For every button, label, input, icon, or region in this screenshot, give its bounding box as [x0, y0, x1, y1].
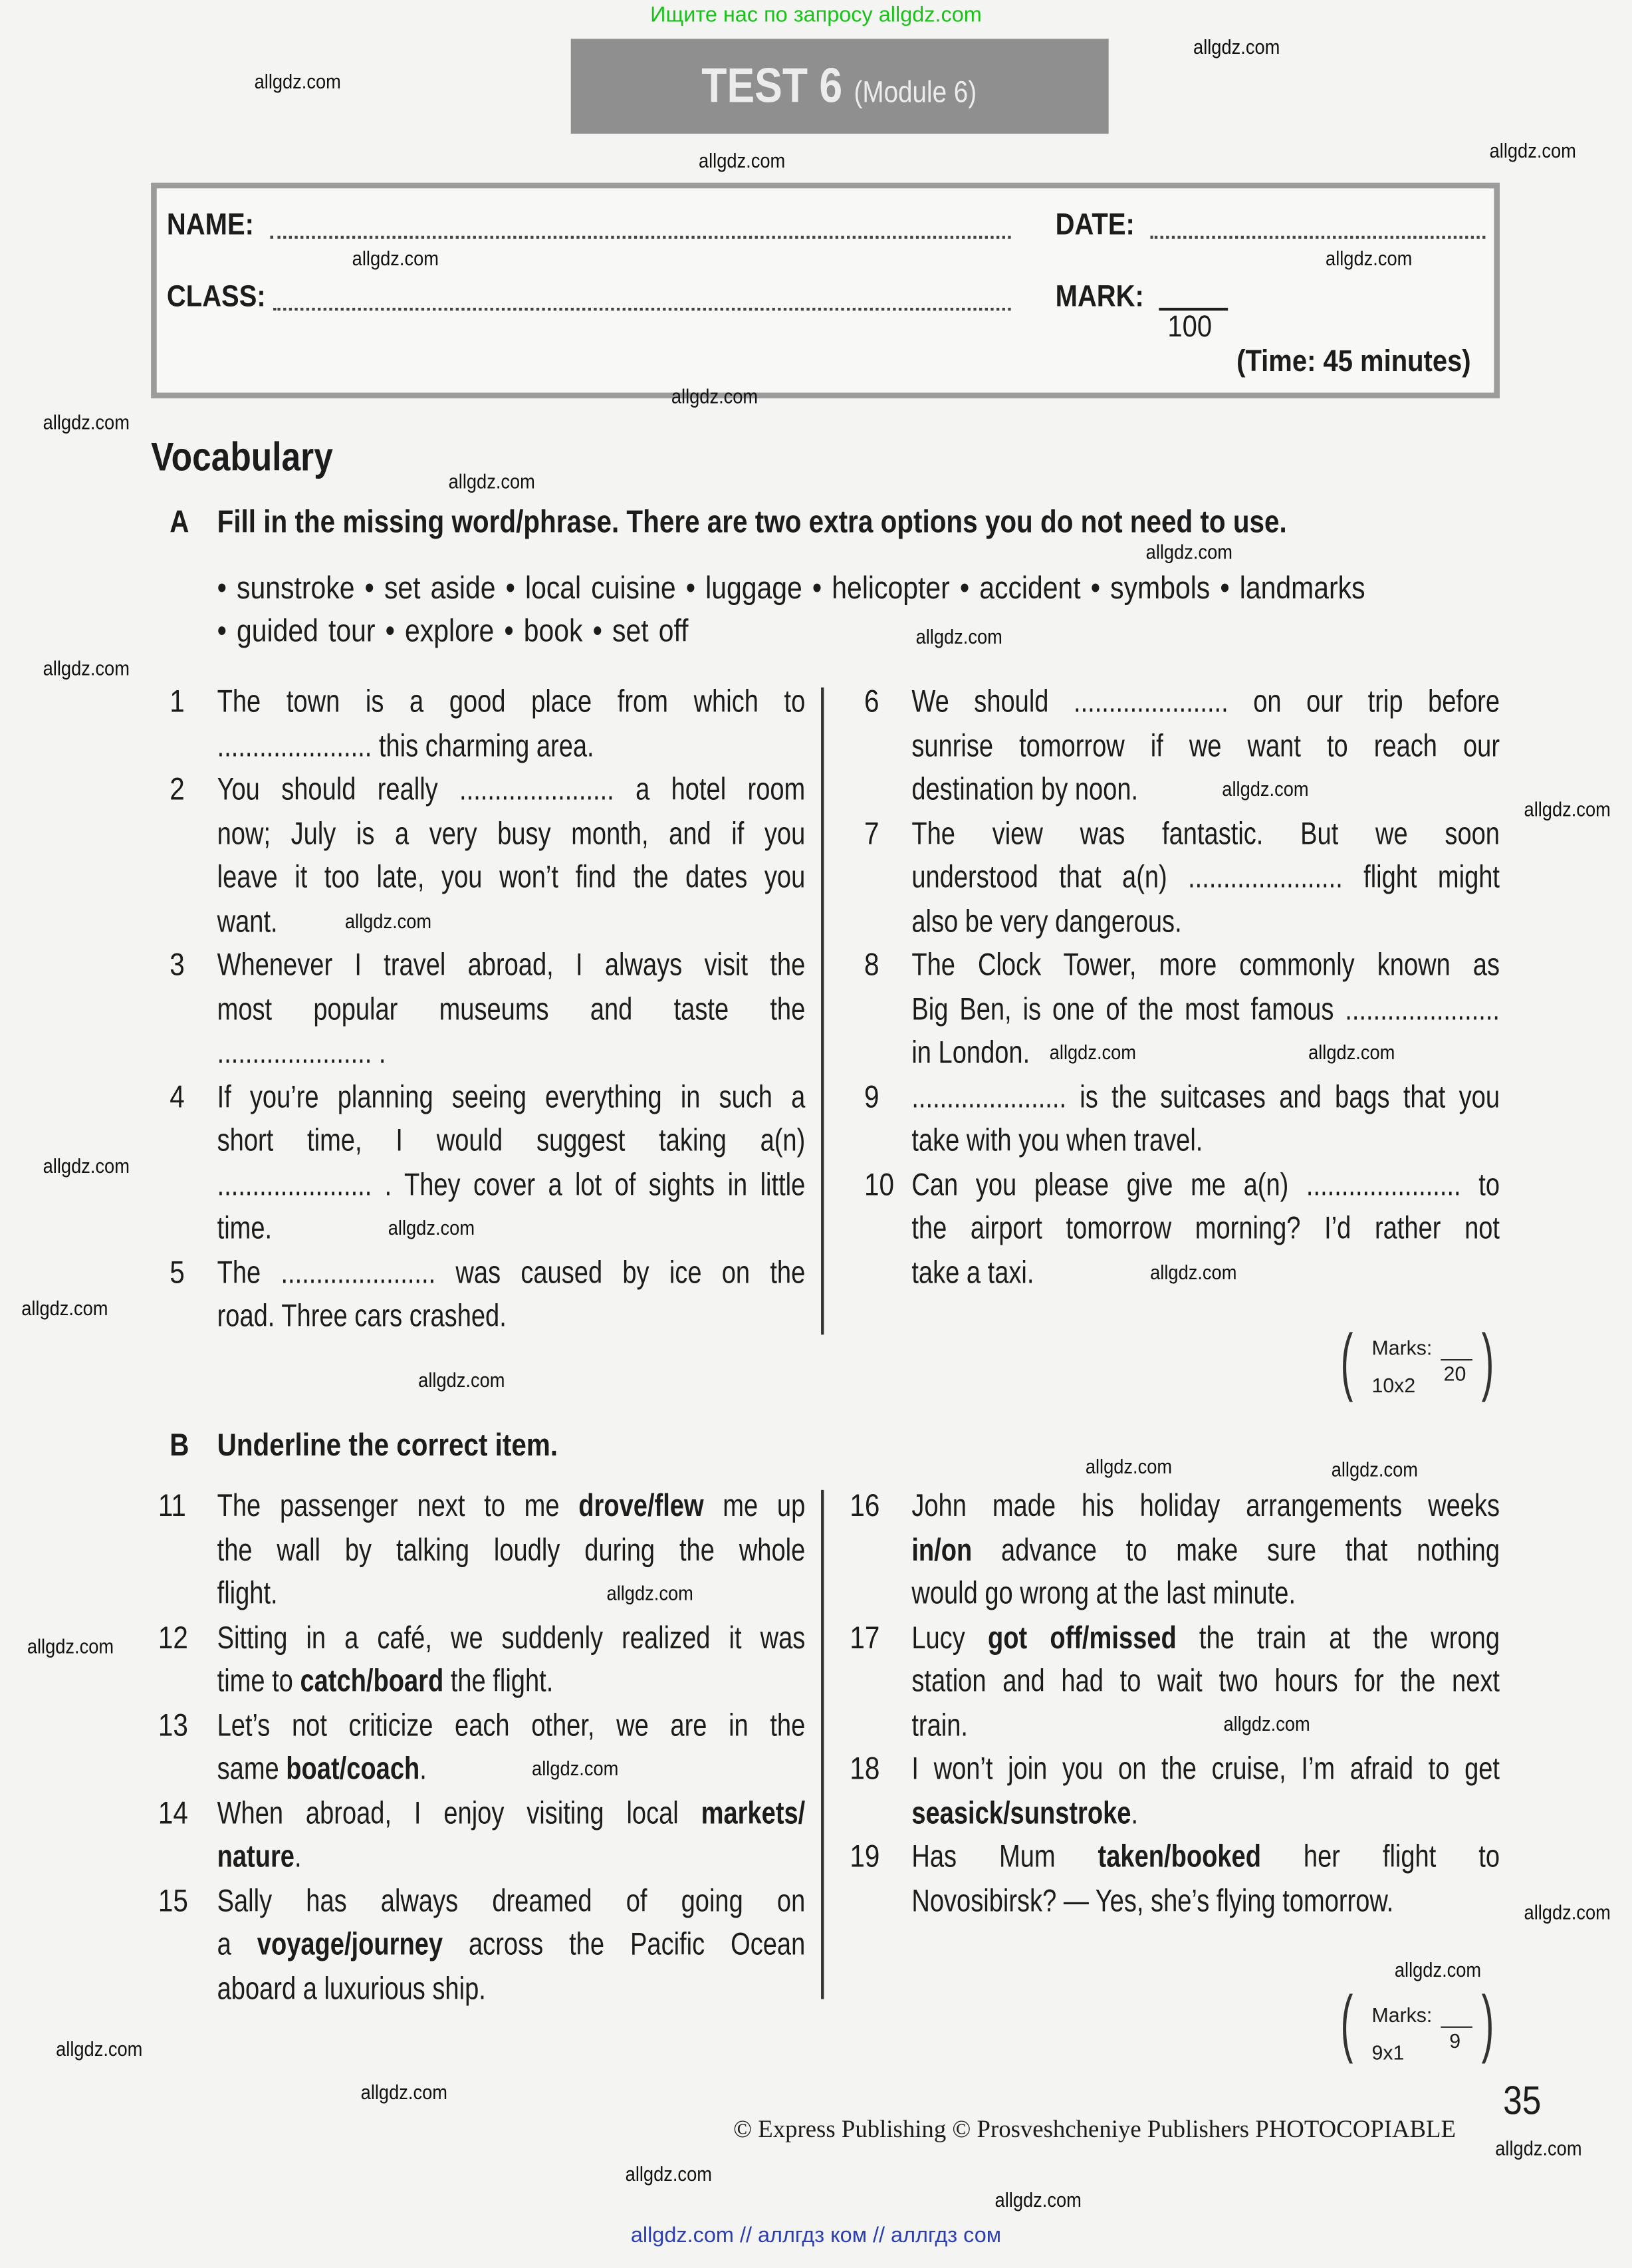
item-text: her flight to: [1260, 1838, 1500, 1874]
test-title-main: TEST 6: [702, 59, 844, 114]
item-text: the flight.: [443, 1662, 554, 1699]
watermark: allgdz.com: [448, 469, 535, 493]
item-text-line: [911, 1838, 1500, 1875]
watermark: allgdz.com: [1145, 540, 1232, 563]
item-text-line: [217, 1078, 806, 1115]
watermark: allgdz.com: [1524, 797, 1611, 820]
watermark: allgdz.com: [915, 624, 1002, 648]
item-text-line: [911, 1882, 1500, 1919]
item-text: Lucy: [911, 1618, 988, 1655]
column-divider: [821, 688, 824, 1334]
item-text-line: [217, 1969, 806, 2007]
marks-score-line[interactable]: [1441, 1359, 1472, 1360]
item-text-line: [217, 815, 806, 852]
item-text-line: [911, 727, 1500, 764]
item-text: flight.: [217, 1575, 278, 1611]
item-number: 3: [170, 946, 185, 983]
bottom-banner[interactable]: allgdz.com // аллгдз ком // аллгдз сом: [630, 2223, 1002, 2248]
item-text-line: [911, 771, 1500, 808]
item-text: Sally has always dreamed of going on: [217, 1882, 806, 1918]
answer-choice[interactable]: taken/booked: [1098, 1838, 1261, 1874]
item-number: 6: [864, 683, 879, 719]
item-text: leave it too late, you won’t find the dates you: [217, 858, 806, 895]
watermark: allgdz.com: [1331, 1457, 1418, 1481]
watermark: allgdz.com: [1049, 1040, 1137, 1064]
item-text-line: [911, 1487, 1500, 1525]
item-number: 12: [158, 1618, 188, 1655]
answer-choice[interactable]: got off/missed: [987, 1618, 1177, 1655]
item-text-line: [217, 902, 806, 940]
item-text: ...................... . They cover a lot of sights in little: [217, 1166, 806, 1202]
watermark: allgdz.com: [360, 2080, 447, 2104]
item-text: Novosibirsk? — Yes, she’s flying tomorrow.: [911, 1882, 1394, 1918]
watermark: allgdz.com: [625, 2162, 712, 2186]
item-number: 9: [864, 1078, 879, 1114]
item-text-line: [911, 1662, 1500, 1700]
item-text-line: [217, 946, 806, 983]
test-title-sub: (Module 6): [854, 76, 978, 110]
watermark: allgdz.com: [27, 1634, 114, 1658]
item-text: ...................... this charming area.: [217, 727, 594, 763]
watermark: allgdz.com: [1223, 1712, 1310, 1735]
class-field[interactable]: [273, 308, 1011, 311]
item-text-line: [911, 1531, 1500, 1569]
part-a-marks: [1338, 1320, 1496, 1404]
marks-calc: 10x2: [1371, 1373, 1416, 1397]
item-text: want.: [217, 902, 278, 939]
item-text: me up: [703, 1487, 806, 1523]
watermark: allgdz.com: [1193, 35, 1280, 59]
item-number: 17: [850, 1618, 880, 1655]
watermark: allgdz.com: [56, 2037, 143, 2061]
part-a-letter: A: [170, 503, 189, 540]
item-number: 15: [158, 1882, 188, 1918]
item-text-line: [911, 858, 1500, 896]
mark-label: MARK:: [1055, 280, 1144, 314]
item-text-line: [217, 858, 806, 896]
item-text-line: [911, 946, 1500, 983]
item-text-line: [911, 1209, 1500, 1247]
item-number: 10: [864, 1166, 894, 1202]
item-number: 1: [170, 683, 185, 719]
item-text-line: [217, 1882, 806, 1919]
item-text: the train at the wrong: [1176, 1618, 1500, 1655]
item-text: would go wrong at the last minute.: [911, 1575, 1296, 1611]
date-label: DATE:: [1055, 208, 1135, 242]
item-text-line: [911, 1034, 1500, 1071]
bracket-right: ): [1481, 1981, 1494, 2066]
item-text: road. Three cars crashed.: [217, 1297, 507, 1334]
item-text: The view was fantastic. But we soon: [911, 815, 1500, 851]
item-text: now; July is a very busy month, and if you: [217, 815, 806, 851]
item-text-line: [217, 1794, 806, 1831]
watermark: allgdz.com: [352, 246, 439, 270]
name-field[interactable]: [271, 236, 1011, 239]
item-text: .: [294, 1838, 302, 1874]
item-text: The Clock Tower, more commonly known as: [911, 946, 1500, 983]
item-text: Let’s not criticize each other, we are in the: [217, 1706, 806, 1743]
item-text: a: [217, 1926, 257, 1962]
item-number: 14: [158, 1794, 188, 1830]
marks-label: Marks:: [1371, 2003, 1433, 2027]
marks-label: Marks:: [1371, 1336, 1433, 1360]
item-text-line: [217, 1166, 806, 1203]
item-text: The ...................... was caused by ice on the: [217, 1253, 806, 1290]
item-text: We should ...................... on our trip before: [911, 683, 1500, 719]
item-text: advance to make sure that nothing: [972, 1531, 1500, 1567]
part-b-marks: [1338, 1981, 1496, 2066]
item-text-line: [217, 1926, 806, 1963]
watermark: allgdz.com: [21, 1296, 108, 1320]
section-heading: Vocabulary: [151, 434, 333, 479]
item-text-line: [217, 1838, 806, 1875]
watermark: allgdz.com: [254, 69, 341, 93]
word-options-line-1: • sunstroke • set aside • local cuisine • luggage • helicopter • accident • symbols • landmarks: [217, 569, 1365, 606]
item-text: the wall by talking loudly during the whole: [217, 1531, 806, 1567]
item-text: the airport tomorrow morning? I’d rather not: [911, 1209, 1500, 1246]
item-text: John made his holiday arrangements weeks: [911, 1487, 1500, 1523]
item-text: time.: [217, 1209, 273, 1246]
item-text-line: [911, 1078, 1500, 1115]
watermark: allgdz.com: [606, 1581, 693, 1604]
item-text: across the Pacific Ocean: [443, 1926, 806, 1962]
bracket-left: (: [1340, 1320, 1353, 1404]
watermark: allgdz.com: [671, 384, 758, 408]
watermark: allgdz.com: [43, 1154, 130, 1178]
item-text: ...................... .: [217, 1034, 386, 1071]
item-text-line: [217, 1662, 806, 1700]
name-label: NAME:: [166, 208, 254, 242]
item-text: Sitting in a café, we suddenly realized it was: [217, 1618, 806, 1655]
date-field[interactable]: [1150, 236, 1485, 239]
item-text: train.: [911, 1706, 968, 1743]
item-text: .: [1131, 1794, 1139, 1830]
watermark: allgdz.com: [1326, 246, 1413, 270]
item-text-line: [217, 1297, 806, 1334]
watermark: allgdz.com: [1308, 1040, 1395, 1064]
item-text-line: [217, 771, 806, 808]
item-text-line: [911, 1706, 1500, 1743]
bracket-right: ): [1481, 1320, 1494, 1404]
item-text: time to: [217, 1662, 300, 1699]
answer-choice[interactable]: in/on: [911, 1531, 973, 1567]
answer-choice[interactable]: drove/flew: [578, 1487, 704, 1523]
watermark: allgdz.com: [994, 2188, 1082, 2211]
item-text: station and had to wait two hours for the next: [911, 1662, 1500, 1699]
watermark: allgdz.com: [1524, 1900, 1611, 1924]
watermark: allgdz.com: [43, 656, 130, 680]
item-text: destination by noon.: [911, 771, 1139, 807]
test-title: [571, 39, 1109, 134]
watermark: allgdz.com: [1394, 1957, 1482, 1981]
item-text: The passenger next to me: [217, 1487, 579, 1523]
page-number: 35: [1503, 2078, 1542, 2123]
item-text-line: [911, 1750, 1500, 1787]
item-text: .: [419, 1750, 427, 1787]
watermark: allgdz.com: [1085, 1454, 1173, 1478]
watermark: allgdz.com: [1489, 138, 1576, 162]
copyright-footer: © Express Publishing © Prosveshcheniye Publishers PHOTOCOPIABLE: [733, 2115, 1456, 2143]
item-number: 13: [158, 1706, 188, 1743]
item-text: The town is a good place from which to: [217, 683, 806, 719]
marks-total: 9: [1449, 2029, 1461, 2053]
item-text-line: [217, 1122, 806, 1159]
column-divider: [821, 1490, 824, 1999]
item-text-line: [911, 902, 1500, 940]
item-text: take a taxi.: [911, 1253, 1034, 1290]
part-b-letter: B: [170, 1426, 189, 1463]
item-number: 4: [170, 1078, 185, 1114]
item-text-line: [911, 1794, 1500, 1831]
item-text-line: [217, 1487, 806, 1525]
watermark: allgdz.com: [1150, 1260, 1237, 1284]
item-text-line: [217, 727, 806, 764]
time-limit: (Time: 45 minutes): [1236, 345, 1471, 378]
watermark: allgdz.com: [1222, 777, 1309, 801]
answer-choice[interactable]: markets/: [701, 1794, 806, 1830]
item-text: ...................... is the suitcases and bags that you: [911, 1078, 1500, 1114]
item-text: take with you when travel.: [911, 1122, 1203, 1158]
item-text-line: [217, 1706, 806, 1743]
answer-choice[interactable]: nature: [217, 1838, 294, 1874]
item-text: same: [217, 1750, 287, 1787]
answer-choice[interactable]: boat/coach: [286, 1750, 420, 1787]
item-text-line: [911, 815, 1500, 852]
item-number: 19: [850, 1838, 880, 1874]
item-text-line: [217, 1531, 806, 1569]
item-text: Has Mum: [911, 1838, 1098, 1874]
item-text: Whenever I travel abroad, I always visit the: [217, 946, 806, 983]
item-text: Can you please give me a(n) ...................... to: [911, 1166, 1500, 1202]
item-text: aboard a luxurious ship.: [217, 1969, 486, 2006]
item-text: When abroad, I enjoy visiting local: [217, 1794, 701, 1830]
item-number: 11: [158, 1487, 186, 1523]
part-b-instruction: Underline the correct item.: [217, 1426, 558, 1463]
item-text: I won’t join you on the cruise, I’m afraid to get: [911, 1750, 1500, 1787]
item-text: Big Ben, is one of the most famous ......................: [911, 990, 1500, 1027]
marks-total: 20: [1443, 1362, 1466, 1385]
item-text-line: [911, 1253, 1500, 1291]
item-text-line: [911, 683, 1500, 720]
mark-total: 100: [1167, 311, 1213, 344]
item-number: 2: [170, 771, 185, 807]
watermark: allgdz.com: [1495, 2136, 1582, 2160]
marks-score-line[interactable]: [1441, 2027, 1472, 2028]
part-a-instruction: Fill in the missing word/phrase. There are two extra options you do not need to use.: [217, 503, 1287, 540]
watermark: allgdz.com: [698, 148, 786, 172]
item-text-line: [911, 1166, 1500, 1203]
item-text-line: [217, 1618, 806, 1656]
word-options-line-2: • guided tour • explore • book • set off: [217, 612, 689, 649]
item-number: 7: [864, 815, 879, 851]
watermark: allgdz.com: [43, 410, 130, 434]
item-text: sunrise tomorrow if we want to reach our: [911, 727, 1500, 763]
item-text: short time, I would suggest taking a(n): [217, 1122, 806, 1158]
item-text: most popular museums and taste the: [217, 990, 806, 1027]
watermark: allgdz.com: [344, 910, 432, 933]
item-text: You should really ...................... a hotel room: [217, 771, 806, 807]
item-number: 16: [850, 1487, 880, 1523]
item-text: in London.: [911, 1034, 1030, 1071]
item-text-line: [911, 1618, 1500, 1656]
marks-calc: 9x1: [1371, 2041, 1405, 2064]
class-label: CLASS:: [166, 280, 266, 314]
item-text-line: [217, 990, 806, 1027]
item-text-line: [217, 683, 806, 720]
answer-choice[interactable]: seasick/sunstroke: [911, 1794, 1131, 1830]
item-number: 8: [864, 946, 879, 983]
item-text: understood that a(n) ...................... flight might: [911, 858, 1500, 895]
item-text-line: [217, 1750, 806, 1787]
watermark: allgdz.com: [388, 1215, 475, 1239]
bracket-left: (: [1340, 1981, 1353, 2066]
item-text-line: [217, 1575, 806, 1612]
top-banner[interactable]: Ищите нас по запросу allgdz.com: [650, 3, 982, 28]
answer-choice[interactable]: catch/board: [300, 1662, 444, 1699]
item-text-line: [911, 990, 1500, 1027]
item-text: If you’re planning seeing everything in such a: [217, 1078, 806, 1114]
watermark: allgdz.com: [418, 1368, 505, 1392]
item-number: 18: [850, 1750, 880, 1787]
item-text-line: [911, 1122, 1500, 1159]
item-text: also be very dangerous.: [911, 902, 1182, 939]
item-text-line: [217, 1034, 806, 1071]
item-text-line: [217, 1209, 806, 1247]
answer-choice[interactable]: voyage/journey: [257, 1926, 443, 1962]
item-number: 5: [170, 1253, 185, 1290]
item-text-line: [911, 1575, 1500, 1612]
watermark: allgdz.com: [532, 1757, 619, 1780]
item-text-line: [217, 1253, 806, 1291]
